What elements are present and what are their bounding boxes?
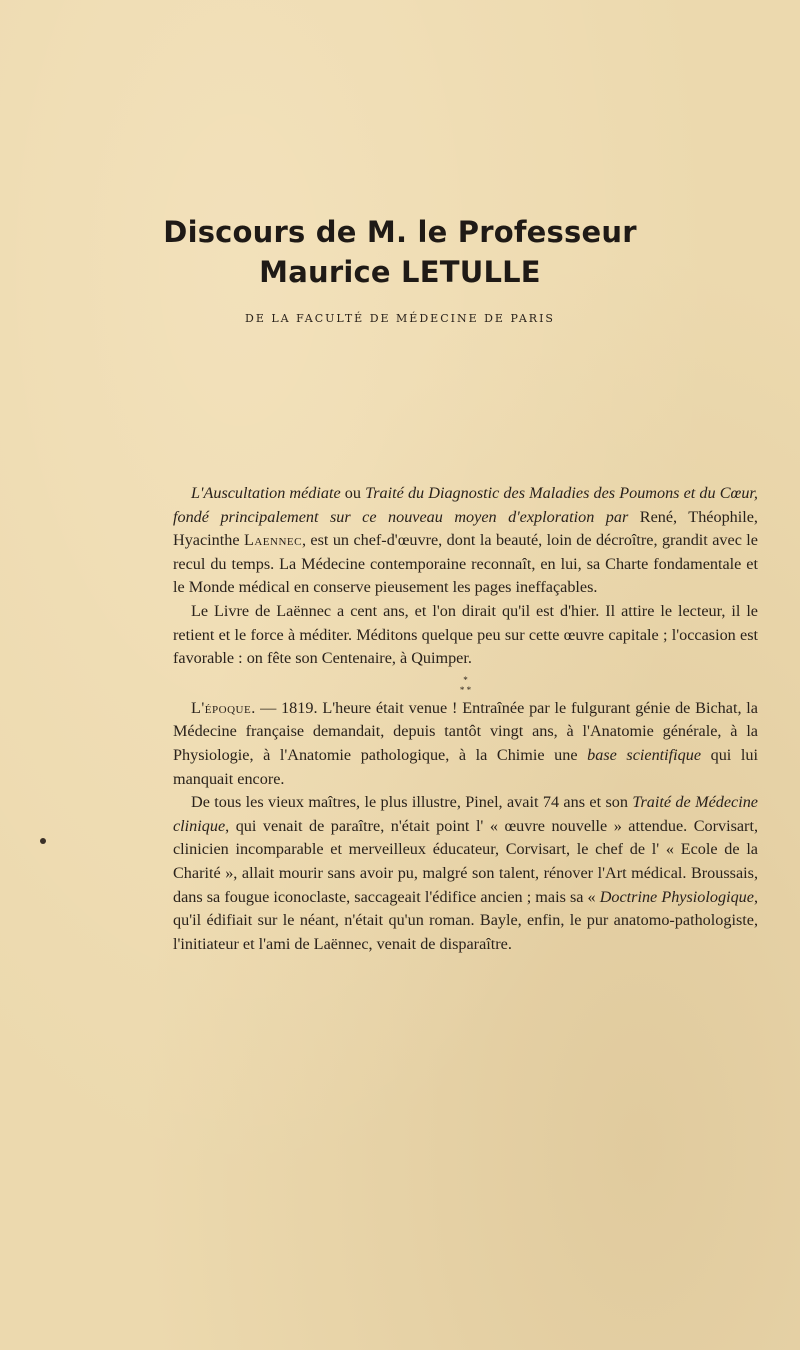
word-par: par <box>605 507 629 526</box>
paragraph-4-text-b: , qui venait de paraître, n'était point l' « œuvre nouvelle » attendue. Corvisart, clinicien incomparable et merveilleux éducateur, Corvisart, le chef de l' « Ecole de la Charité », allait mourir sans avoir pu, malgré son talent, rénover l'Art médical. Broussais, dans sa fougue iconoclaste, saccageait l'édifice ancien ; mais sa « <box>173 816 758 906</box>
conjunction-ou: ou <box>340 484 366 502</box>
paragraph-4 <box>173 791 758 956</box>
ink-spot <box>40 838 46 844</box>
section-lead: L'époque <box>191 698 252 717</box>
paragraph-4-text-c: , qu'il édifiait sur le néant, n'était qu'un roman. Bayle, enfin, le pur anatomo-pathologiste, l'initiateur et l'ami de Laënnec, venait de disparaître. <box>173 887 758 953</box>
subtitle: DE LA FACULTÉ DE MÉDECINE DE PARIS <box>245 312 555 325</box>
paragraph-3-text-b: qui lui manquait encore. <box>173 745 758 788</box>
title-line-2: Maurice LETULLE <box>259 255 541 289</box>
body-text <box>173 482 758 956</box>
book-title-a: L'Auscultation médiate <box>191 484 341 502</box>
work-title-pinel: Traité de Médecine clinique <box>173 793 758 835</box>
paragraph-2: Le Livre de Laënnec a cent ans, et l'on dirait qu'il est d'hier. Il attire le lecteur, il le retient et le force à méditer. Méditons quelque peu sur cette œuvre capitale ; l'occasion est favorable : on fête son Centenaire, à Quimper. <box>173 601 758 668</box>
asterism-top: * <box>463 674 468 685</box>
asterism <box>173 675 758 695</box>
title-line-1: Discours de M. le Professeur <box>163 215 637 249</box>
paragraph-4-text-a: De tous les vieux maîtres, le plus illustre, Pinel, avait 74 ans et son <box>191 793 633 812</box>
author-names: René, Théophile, Hyacinthe <box>173 507 758 550</box>
space <box>594 508 606 526</box>
paragraph-1-rest: , est un chef-d'œuvre, dont la beauté, loin de décroître, grandit avec le recul du temps. La Médecine contemporaine reconnaît, en lui, sa Charte fondamentale et le Monde médical en conserve pieusement les pages ineffaçables. <box>173 531 758 597</box>
work-title-broussais: Doctrine Physiologique <box>599 887 754 906</box>
title-block <box>0 212 800 325</box>
asterism-bottom: * * <box>459 684 472 695</box>
paragraph-3 <box>173 697 758 791</box>
emphasis-base-scientifique: base scientifique <box>587 745 702 764</box>
book-title-b: Traité du Diagnostic des Maladies des Poumons et du Cœur, fondé principalement sur ce nouveau moyen d'exploration <box>173 484 758 526</box>
author-surname: Laennec <box>243 531 302 550</box>
paragraph-3-text-a: . — 1819. L'heure était venue ! Entraînée par le fulgurant génie de Bichat, la Médecine française demandait, depuis tantôt vingt ans, à l'Anatomie générale, à la Physiologie, à l'Anatomie pathologique, à la Chimie une <box>173 698 758 764</box>
paragraph-1 <box>173 482 758 600</box>
